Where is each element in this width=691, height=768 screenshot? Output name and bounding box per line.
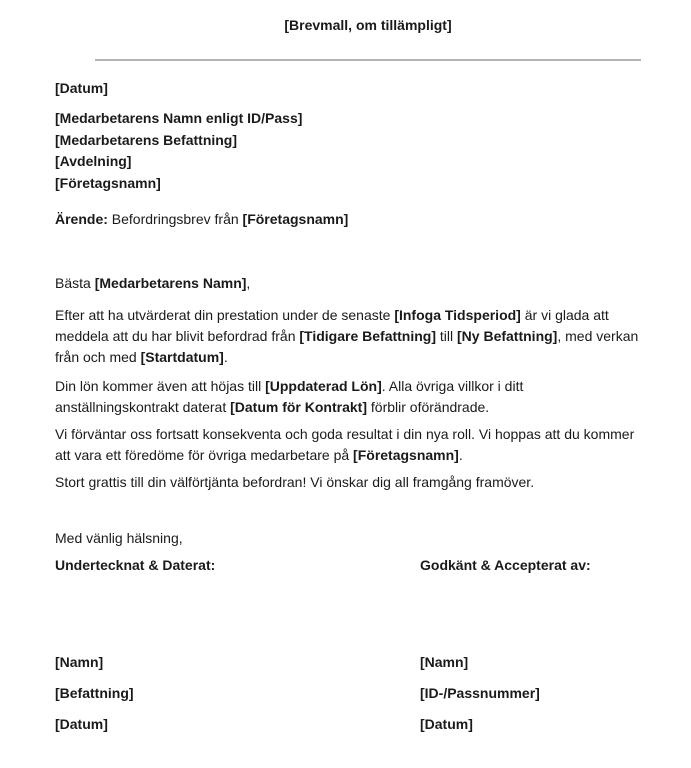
signature-left-name: [Namn]	[55, 654, 104, 670]
signature-right-name: [Namn]	[420, 654, 469, 670]
subject-line: Ärende: Befordringsbrev från [Företagsnamn]	[55, 211, 349, 227]
signature-header-right: Godkänt & Accepterat av:	[420, 557, 591, 573]
signature-headers-row	[55, 555, 681, 576]
body-paragraph-expectations: Vi förväntar oss fortsatt konsekventa och goda resultat i din nya roll. Vi hoppas att du kommer att vara ett föredöme för övriga medarbetare på [Företagsnamn].	[55, 426, 635, 463]
signature-left-position: [Befattning]	[55, 685, 134, 701]
recipient-line-company: [Företagsnamn]	[55, 174, 161, 191]
signature-header-left: Undertecknat & Daterat:	[55, 557, 216, 573]
recipient-line-department: [Avdelning]	[55, 153, 132, 169]
date-placeholder: [Datum]	[55, 80, 108, 96]
signature-row-name	[55, 652, 681, 673]
signature-right-date: [Datum]	[420, 716, 473, 732]
body-paragraph-promotion: Efter att ha utvärderat din prestation under de senaste [Infoga Tidsperiod] är vi glada att meddela att du har blivit befordrad från [Tidigare Befattning] till [Ny Befattning], med verkan från och med [Startdatum].	[55, 307, 639, 365]
body-paragraph-salary: Din lön kommer även att höjas till [Uppdaterad Lön]. Alla övriga villkor i ditt anställningskontrakt daterat [Datum för Kontrakt] förblir oförändrade.	[55, 378, 524, 415]
recipient-line-position: [Medarbetarens Befattning]	[55, 131, 238, 148]
closing: Med vänlig hälsning,	[55, 530, 183, 546]
signature-right-idnumber: [ID-/Passnummer]	[420, 685, 540, 701]
signature-left-date: [Datum]	[55, 716, 108, 732]
signature-row-position-id	[55, 683, 681, 704]
letter-title: [Brevmall, om tillämpligt]	[284, 17, 452, 33]
body-paragraph-congratulations: Stort grattis till din välförtjänta befordran! Vi önskar dig all framgång framöver.	[55, 474, 535, 490]
recipient-block	[55, 108, 681, 194]
divider-line	[95, 59, 641, 61]
signature-row-date	[55, 714, 681, 735]
signature-fields	[55, 652, 681, 735]
salutation: Bästa [Medarbetarens Namn],	[55, 275, 251, 291]
recipient-line-name: [Medarbetarens Namn enligt ID/Pass]	[55, 110, 303, 126]
